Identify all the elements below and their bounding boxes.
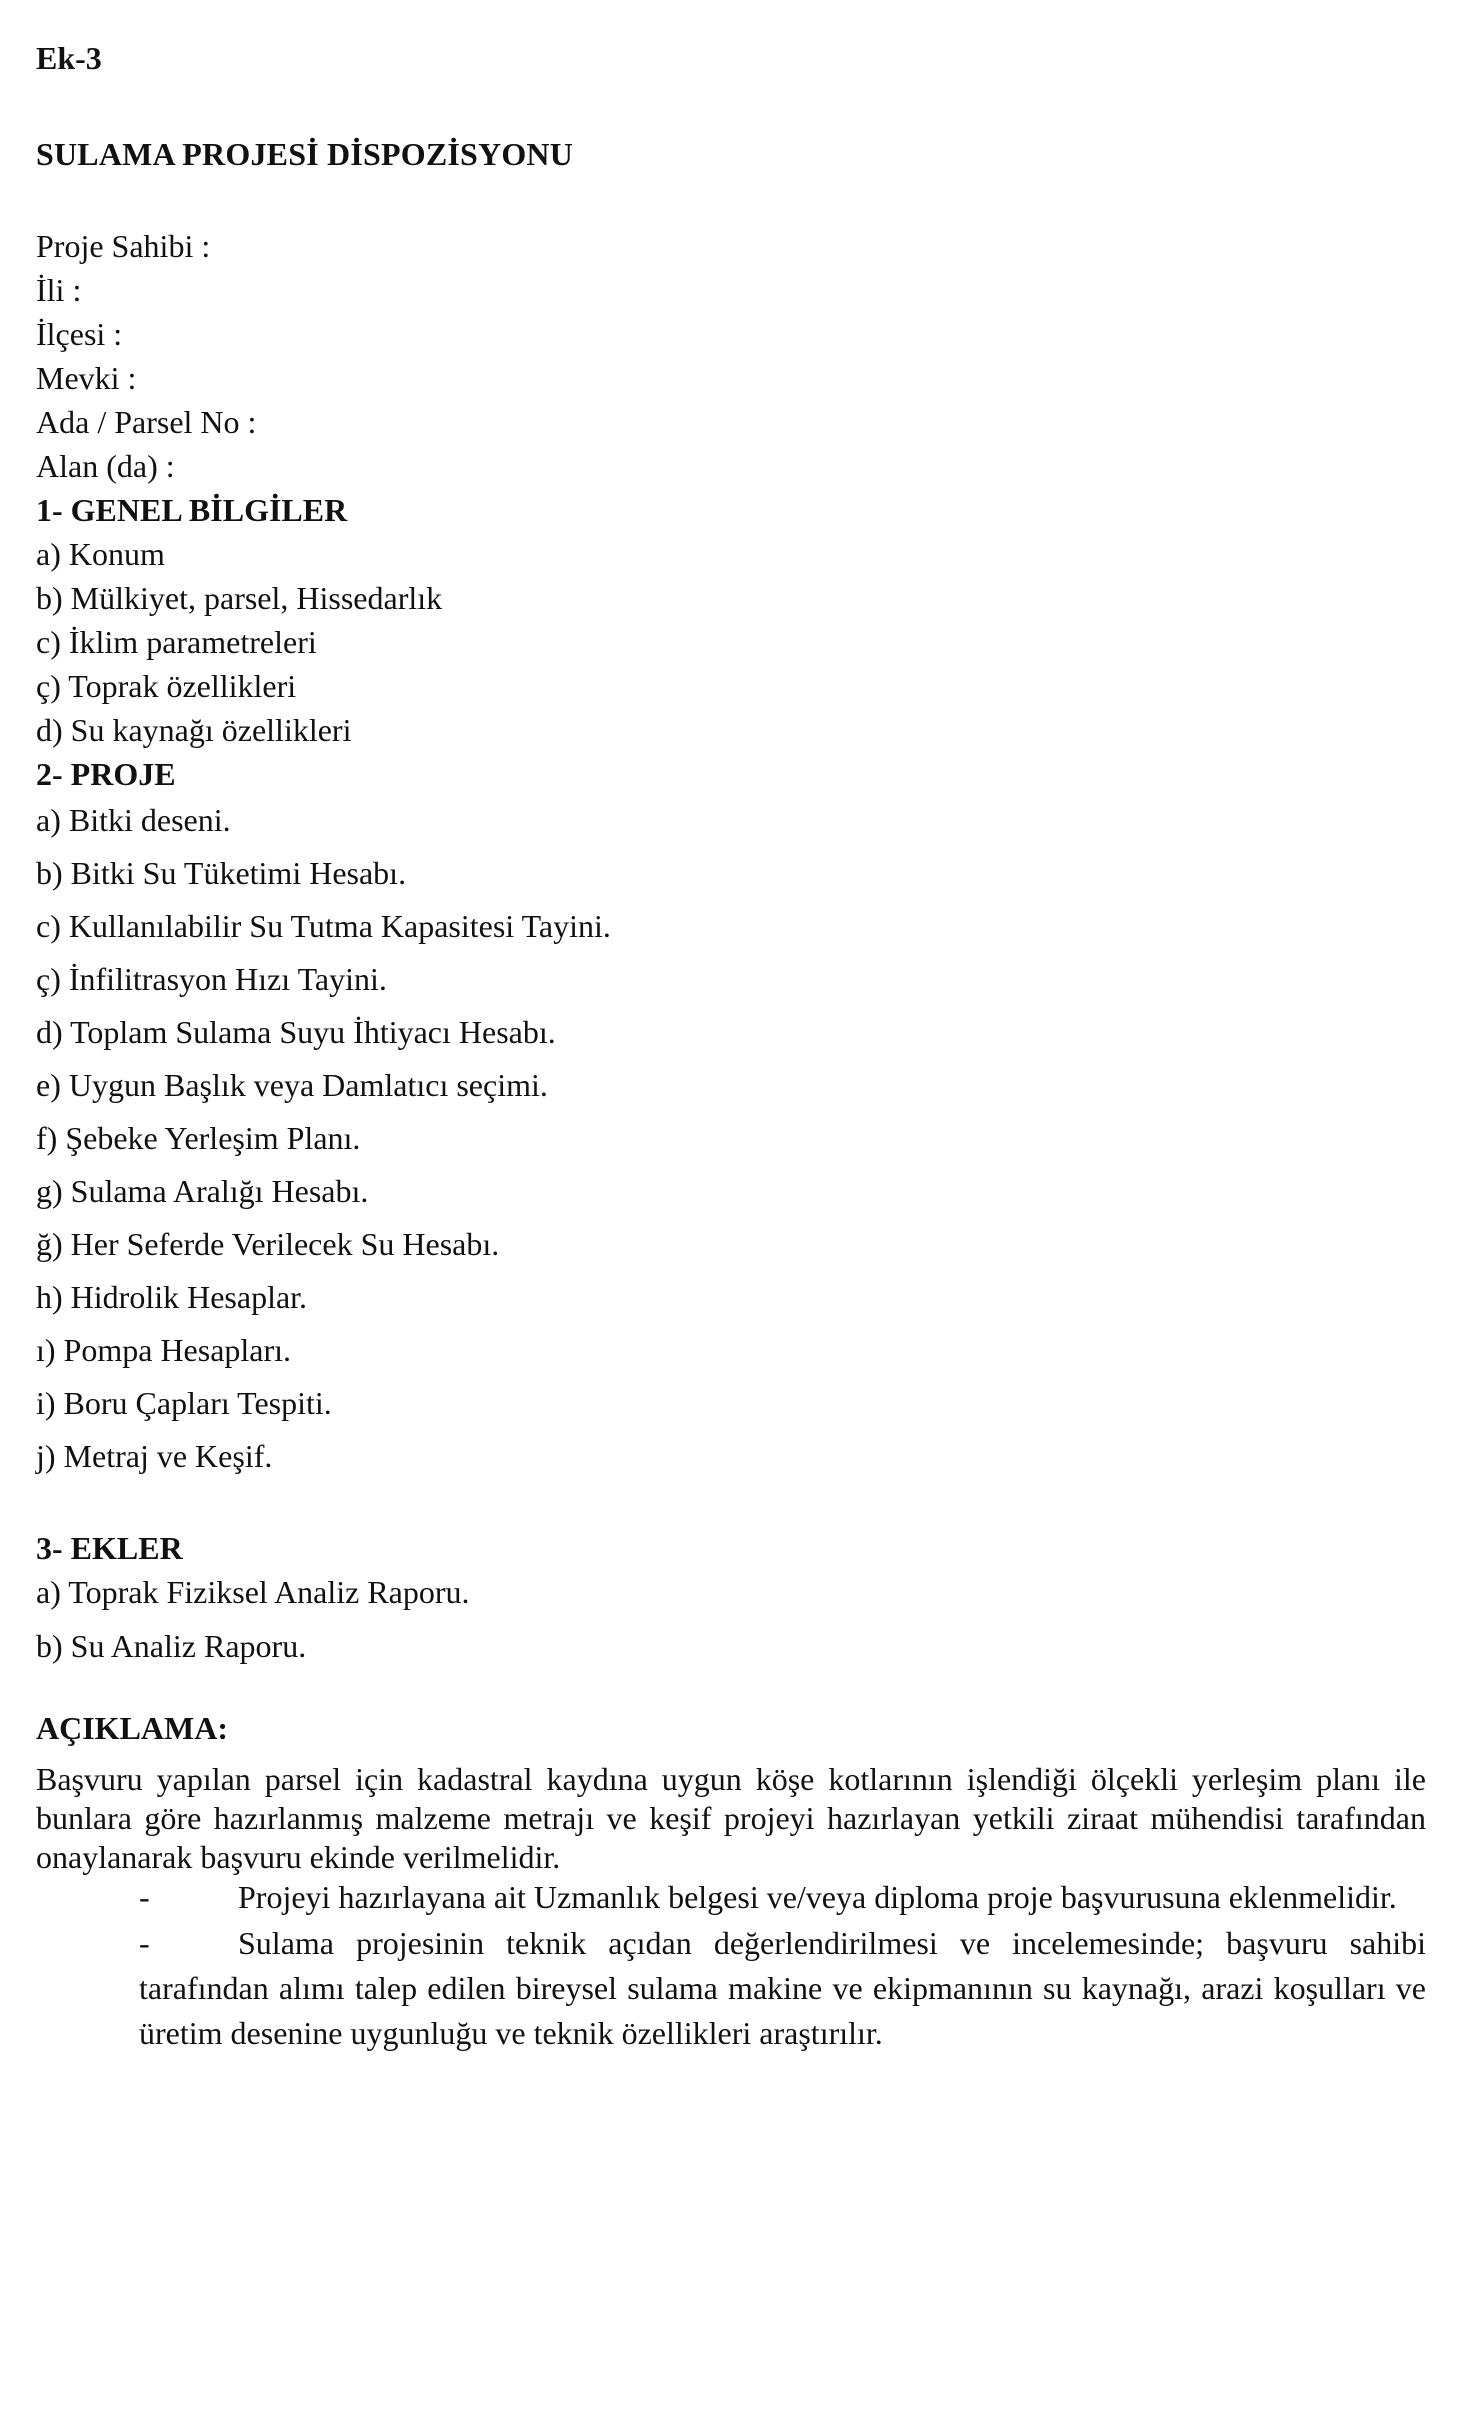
- explanation-paragraph: Başvuru yapılan parsel için kadastral kaydına uygun köşe kotlarının işlendiği ölçekli yerleşim planı ile bunlara göre hazırlanmış malzeme metrajı ve keşif projeyi hazırlayan yetkili ziraat mühendisi tarafından onaylanarak başvuru ekinde verilmelidir.: [36, 1761, 1426, 1875]
- list-item: c) Kullanılabilir Su Tutma Kapasitesi Tayini.: [36, 908, 611, 944]
- list-item: h) Hidrolik Hesaplar.: [36, 1279, 308, 1315]
- bullet-text: Sulama projesinin teknik açıdan değerlendirilmesi ve incelemesinde; başvuru sahibi tarafından alımı talep edilen bireysel sulama makine ve ekipmanının su kaynağı, arazi koşulları ve üretim desenine uygunluğu ve teknik özellikleri araştırılır.: [139, 1925, 1426, 2051]
- field-project-owner: Proje Sahibi :: [36, 228, 211, 264]
- list-item: a) Konum: [36, 536, 165, 572]
- bullet-text: Projeyi hazırlayana ait Uzmanlık belgesi ve/veya diploma proje başvurusuna eklenmelidir.: [238, 1879, 1397, 1915]
- list-item: b) Mülkiyet, parsel, Hissedarlık: [36, 580, 443, 616]
- explanation-bullets: [36, 1878, 1426, 2056]
- document-title: SULAMA PROJESİ DİSPOZİSYONU: [36, 136, 574, 172]
- list-item: i) Boru Çapları Tespiti.: [36, 1385, 332, 1421]
- list-item: a) Toprak Fiziksel Analiz Raporu.: [36, 1574, 470, 1610]
- list-item: a) Bitki deseni.: [36, 802, 231, 838]
- bullet-mark: -: [139, 1879, 150, 1915]
- list-item: j) Metraj ve Keşif.: [36, 1438, 273, 1474]
- list-item: b) Bitki Su Tüketimi Hesabı.: [36, 855, 407, 891]
- list-item: ı) Pompa Hesapları.: [36, 1332, 292, 1368]
- field-parcel-no: Ada / Parsel No :: [36, 404, 257, 440]
- list-item: ğ) Her Seferde Verilecek Su Hesabı.: [36, 1226, 500, 1262]
- explanation-heading: AÇIKLAMA:: [36, 1710, 228, 1746]
- field-district: İlçesi :: [36, 316, 123, 352]
- project-list: [36, 794, 1426, 1483]
- field-location: Mevki :: [36, 360, 137, 396]
- list-item: ç) Toprak özellikleri: [36, 668, 297, 704]
- section-heading-general: 1- GENEL BİLGİLER: [36, 492, 348, 528]
- list-item: f) Şebeke Yerleşim Planı.: [36, 1120, 361, 1156]
- section-heading-project: 2- PROJE: [36, 756, 176, 792]
- attachments-block: [36, 1526, 1426, 1673]
- list-item: ç) İnfilitrasyon Hızı Tayini.: [36, 961, 387, 997]
- list-item: e) Uygun Başlık veya Damlatıcı seçimi.: [36, 1067, 548, 1103]
- annex-label: Ek-3: [36, 40, 102, 76]
- list-item: g) Sulama Aralığı Hesabı.: [36, 1173, 369, 1209]
- explanation-heading-block: [36, 1706, 1426, 1750]
- section-heading-attachments: 3- EKLER: [36, 1530, 183, 1566]
- list-item: b) Su Analiz Raporu.: [36, 1628, 307, 1664]
- field-province: İli :: [36, 272, 82, 308]
- list-item: d) Toplam Sulama Suyu İhtiyacı Hesabı.: [36, 1014, 556, 1050]
- bullet-item: [36, 1878, 1426, 1917]
- bullet-item: [36, 1921, 1426, 2056]
- field-area: Alan (da) :: [36, 448, 175, 484]
- list-item: c) İklim parametreleri: [36, 624, 317, 660]
- bullet-mark: -: [139, 1925, 150, 1961]
- list-item: d) Su kaynağı özellikleri: [36, 712, 352, 748]
- info-block: [36, 224, 1426, 796]
